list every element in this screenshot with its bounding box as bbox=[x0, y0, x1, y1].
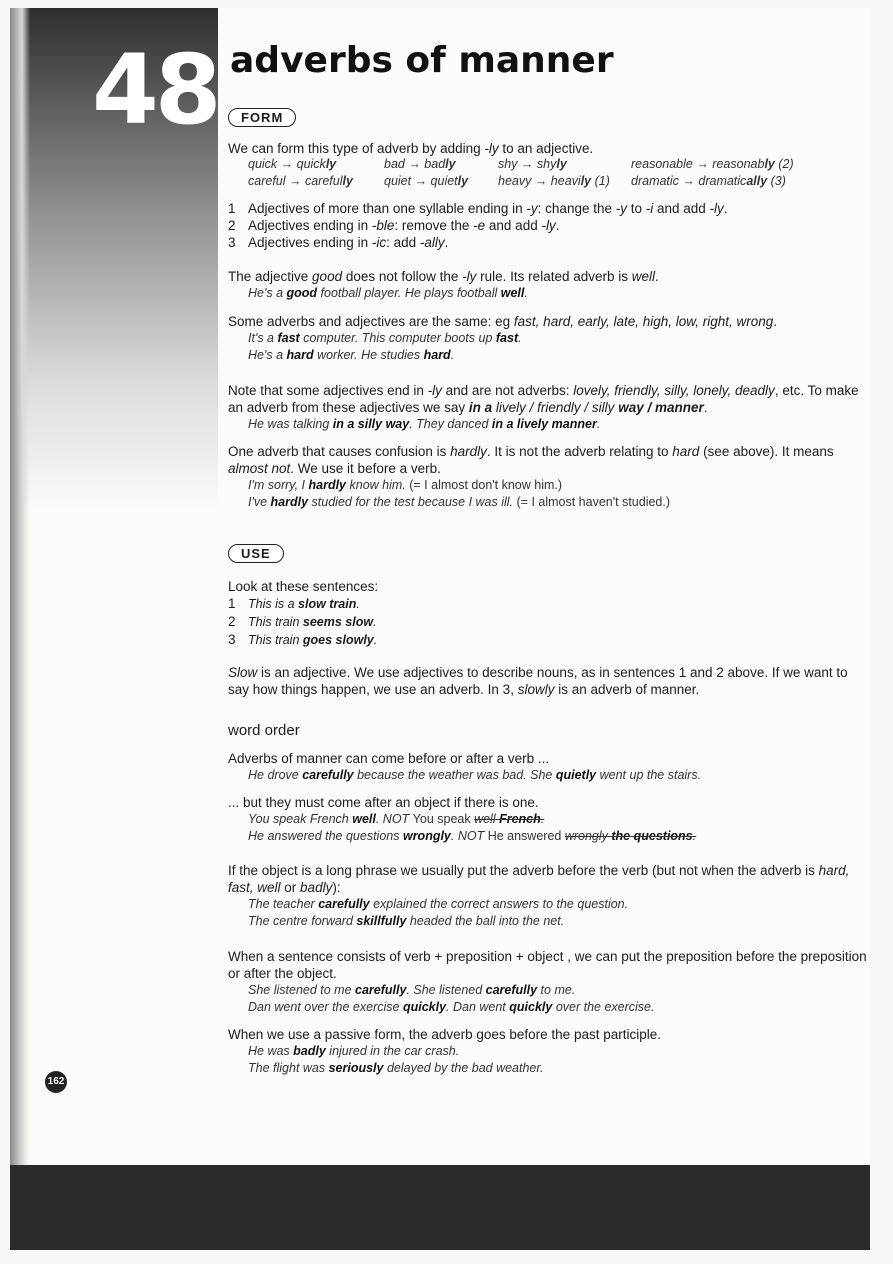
forms-row: careful → carefully quiet → quietly heavy → heavily (1) dramatic → dramatically (3) bbox=[248, 174, 786, 188]
form-rules bbox=[228, 200, 868, 251]
hardly-note: One adverb that causes confusion is hardly. It is not the adverb relating to hard (see above). It means almost not. We use it before a verb. I'm sorry, I hardly know him. (= I almost don't know him.) I've hardly studied for the test because I was ill. (= I almost haven't studied.) bbox=[228, 444, 834, 509]
word-order-p2: ... but they must come after an object if there is one. You speak French well. NOT You speak well French. He answered the questions wrongly. NOT He answered wrongly the questions. bbox=[228, 795, 697, 843]
chapter-number: 48 bbox=[92, 34, 218, 146]
page-number-badge: 162 bbox=[45, 1071, 67, 1093]
good-well-note: The adjective good does not follow the -ly rule. Its related adverb is well. He's a good football player. He plays football well. bbox=[228, 269, 659, 300]
form-badge: FORM bbox=[228, 108, 296, 127]
footer-band bbox=[10, 1165, 870, 1250]
word-order-section bbox=[228, 722, 868, 739]
page-title: adverbs of manner bbox=[230, 40, 614, 81]
use-sentence: 2 This train seems slow. bbox=[228, 614, 377, 629]
word-order-p5: When we use a passive form, the adverb goes before the past participle. He was badly injured in the car crash. The flight was seriously delayed by the bad weather. bbox=[228, 1027, 661, 1075]
use-badge: USE bbox=[228, 544, 284, 563]
use-sentence: 1 This is a slow train. bbox=[228, 596, 360, 611]
form-intro: We can form this type of adverb by adding -ly to an adjective. bbox=[228, 141, 594, 156]
word-order-p1: Adverbs of manner can come before or after a verb ... He drove carefully because the weather was bad. She quietly went up the stairs. bbox=[228, 751, 702, 782]
ly-adjectives-note: Note that some adjectives end in -ly and are not adverbs: lovely, friendly, silly, lonely, deadly, etc. To make an adverb from these adjectives we say in a lively / friendly / silly way / manner. He was talking in a silly way. They danced in a lively manner. bbox=[228, 383, 859, 431]
word-order-p3: If the object is a long phrase we usually put the adverb before the verb (but not when the adverb is hard, fast, well or badly): The teacher carefully explained the correct answers to the question. The centre forward skillfully headed the ball into the net. bbox=[228, 863, 850, 928]
forms-row: quick → quickly bad → badly shy → shyly reasonable → reasonably (2) bbox=[248, 157, 794, 171]
section-heading: word order bbox=[228, 722, 300, 739]
rule-item: 3 Adjectives ending in -ic: add -ally. bbox=[228, 235, 449, 250]
adverb-forms-table bbox=[248, 156, 794, 190]
rule-item: 2 Adjectives ending in -ble: remove the -e and add -ly. bbox=[228, 218, 560, 233]
use-explanation: Slow is an adjective. We use adjectives to describe nouns, as in sentences 1 and 2 above. If we want to say how things happen, we use an adverb. In 3, slowly is an adverb of manner. bbox=[228, 665, 848, 697]
binding-shadow bbox=[10, 8, 30, 1168]
word-order-p4: When a sentence consists of verb + preposition + object , we can put the preposition before the preposition or after the object. She listened to me carefully. She listened carefully to me. Dan went over the exercise quickly. Dan went quickly over the exercise. bbox=[228, 949, 867, 1014]
rule-item: 1 Adjectives of more than one syllable ending in -y: change the -y to -i and add -ly. bbox=[228, 201, 728, 216]
use-sentence: 3 This train goes slowly. bbox=[228, 632, 378, 647]
same-form-note: Some adverbs and adjectives are the same: eg fast, hard, early, late, high, low, right, wrong. It's a fast computer. This computer boots up fast. He's a hard worker. He studies hard. bbox=[228, 314, 778, 362]
use-section: Look at these sentences: 1 This is a slow train. 2 This train seems slow. 3 This train goes slowly. bbox=[228, 578, 868, 649]
